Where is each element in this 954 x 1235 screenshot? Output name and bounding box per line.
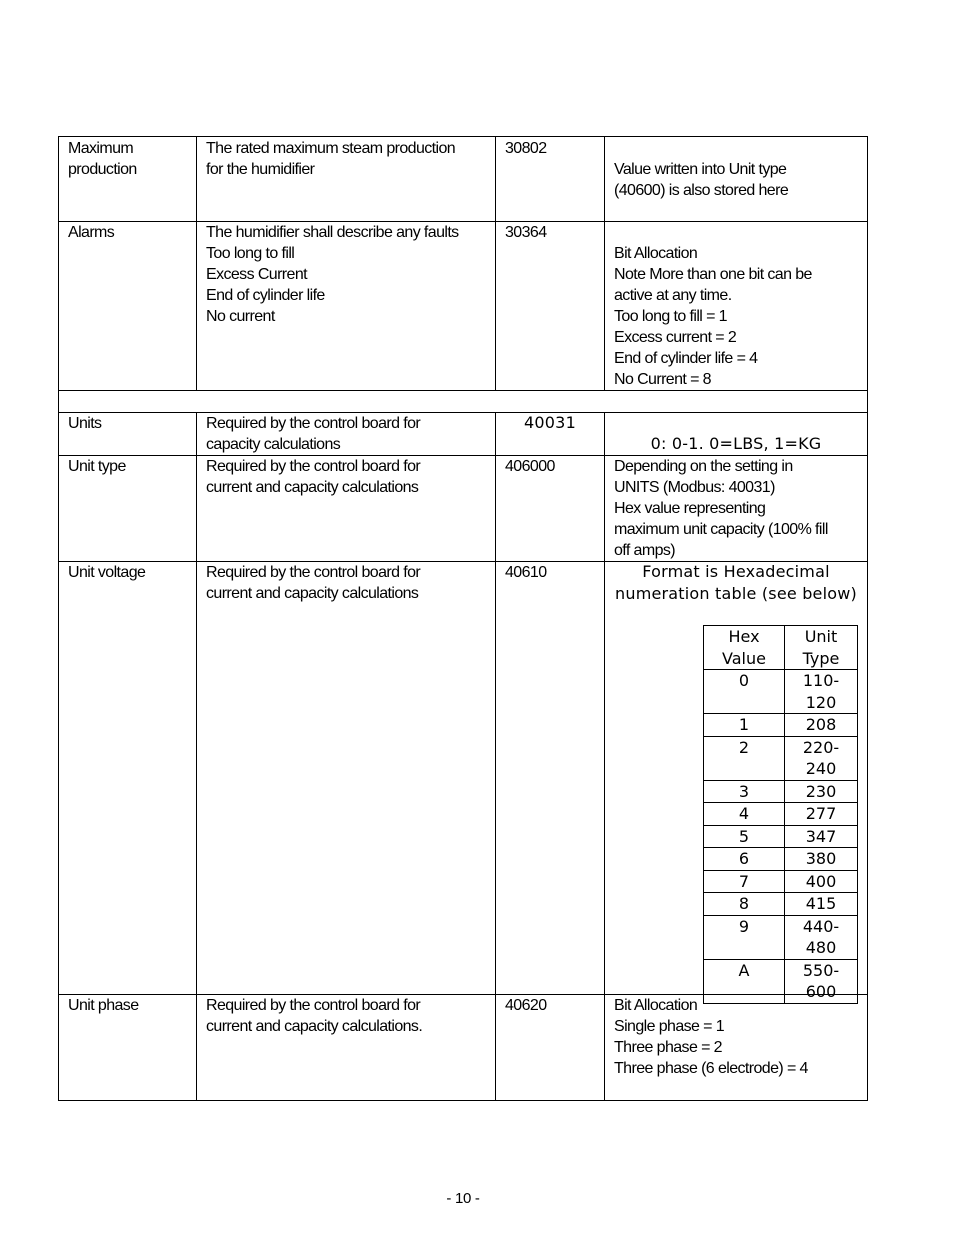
row-unit-voltage-description [206, 562, 420, 604]
cell-text: maximum unit capacity (100% fill [614, 521, 828, 538]
hex-value-cell [704, 736, 785, 780]
row-alarms-notes [614, 243, 812, 390]
cell-text: 240 [805, 759, 837, 778]
hex-value-cell [704, 780, 785, 803]
page-number: - 10 - [446, 1190, 480, 1207]
hex-numeration-table [703, 625, 858, 1004]
row-alarms-name [68, 222, 114, 243]
row-unit-type-notes [614, 456, 828, 561]
cell-text: UNITS (Modbus: 40031) [614, 479, 775, 496]
cell-text: 230 [805, 781, 837, 801]
cell-text: 6 [738, 849, 750, 868]
cell-text: Required by the control board for [206, 564, 421, 581]
table-row [704, 915, 858, 959]
cell-text: The humidifier shall describe any faults [206, 224, 459, 241]
hex-table-header-cell [704, 626, 785, 670]
cell-text: 3 [738, 781, 750, 801]
cell-text: 208 [805, 715, 837, 734]
unit-type-cell [785, 848, 858, 871]
unit-type-cell [785, 670, 858, 714]
cell-text: 415 [805, 894, 837, 913]
cell-text: Required by the control board for [206, 415, 421, 432]
cell-text: production [68, 161, 137, 178]
cell-text: A [738, 960, 750, 980]
cell-text: 30802 [505, 140, 547, 157]
cell-text: Hex [728, 627, 760, 646]
cell-text: 120 [805, 692, 837, 712]
cell-text: Too long to fill [206, 245, 295, 262]
cell-text: 600 [805, 982, 837, 1001]
cell-text: Single phase = 1 [614, 1018, 725, 1035]
cell-text: Required by the control board for [206, 997, 421, 1014]
cell-text: Note More than one bit can be [614, 266, 812, 283]
cell-text: End of cylinder life = 4 [614, 350, 758, 367]
cell-text: 2 [738, 737, 750, 757]
row-max-production-description [206, 138, 455, 180]
cell-text: No Current = 8 [614, 371, 711, 388]
cell-text: 5 [738, 826, 750, 846]
cell-text: for the humidifier [206, 161, 315, 178]
cell-text: (40600) is also stored here [614, 182, 789, 199]
cell-text: Maximum [68, 140, 134, 157]
row-unit-type-address [505, 456, 555, 477]
cell-text: 8 [738, 894, 750, 913]
table-row [704, 736, 858, 780]
cell-text: capacity calculations [206, 436, 341, 453]
table-row [704, 670, 858, 714]
hex-value-cell [704, 893, 785, 916]
cell-text: Too long to fill = 1 [614, 308, 727, 325]
cell-text: Unit voltage [68, 564, 146, 581]
cell-text: Type [802, 648, 840, 668]
cell-text: 440- [802, 916, 840, 936]
cell-text: Required by the control board for [206, 458, 421, 475]
table-row [704, 714, 858, 737]
table-row [704, 848, 858, 871]
cell-text: Excess Current [206, 266, 307, 283]
table-row [704, 803, 858, 826]
row-alarms-address [505, 222, 547, 243]
row-max-production-notes [614, 159, 788, 201]
row-unit-phase-description [206, 995, 422, 1037]
cell-text: No current [206, 308, 275, 325]
hex-value-cell [704, 714, 785, 737]
cell-text: 0 [738, 671, 750, 690]
unit-type-cell [785, 893, 858, 916]
cell-text: 550- [802, 960, 840, 980]
cell-text: Hex value representing [614, 500, 766, 517]
row-unit-phase-name [68, 995, 139, 1016]
unit-type-cell [785, 714, 858, 737]
cell-text: Unit phase [68, 997, 139, 1014]
unit-type-cell [785, 780, 858, 803]
hex-value-cell [704, 915, 785, 959]
hex-value-cell [704, 670, 785, 714]
row-max-production-name [68, 138, 137, 180]
unit-type-cell [785, 915, 858, 959]
unit-type-cell [785, 825, 858, 848]
cell-text: Units [68, 415, 102, 432]
table-row [704, 870, 858, 893]
table-row [704, 780, 858, 803]
cell-text: Bit Allocation [614, 245, 698, 262]
row-units-name [68, 413, 101, 434]
row-unit-voltage-address [505, 562, 547, 583]
hex-value-cell [704, 825, 785, 848]
cell-text: off amps) [614, 542, 675, 559]
row-unit-type-name [68, 456, 126, 477]
row-units-address [496, 412, 604, 434]
table-row [704, 825, 858, 848]
row-unit-type-description [206, 456, 420, 498]
row-unit-phase-notes [614, 995, 808, 1079]
cell-text: Alarms [68, 224, 115, 241]
cell-text: 110- [802, 671, 840, 690]
cell-text: 380 [805, 849, 837, 868]
cell-text: 40031 [524, 413, 576, 432]
row-unit-phase-address [505, 995, 547, 1016]
cell-text: Value written into Unit type [614, 161, 787, 178]
row-units-description [206, 413, 420, 455]
cell-text: 40620 [505, 997, 547, 1014]
unit-type-cell [785, 736, 858, 780]
cell-text: 4 [738, 804, 750, 823]
cell-text: current and capacity calculations [206, 585, 419, 602]
cell-text: 7 [738, 871, 750, 891]
unit-type-cell [785, 803, 858, 826]
hex-table-header-cell [785, 626, 858, 670]
row-unit-voltage-name [68, 562, 145, 583]
cell-text: 480 [805, 938, 837, 957]
cell-text: Depending on the setting in [614, 458, 793, 475]
cell-text: End of cylinder life [206, 287, 325, 304]
cell-text: Format is Hexadecimal [642, 562, 830, 581]
row-max-production-address [505, 138, 547, 159]
cell-text: 9 [738, 916, 750, 936]
row-units-notes [605, 433, 867, 455]
cell-text: 0: 0-1. 0=LBS, 1=KG [650, 434, 822, 453]
cell-text: 347 [805, 826, 837, 846]
cell-text: Bit Allocation [614, 997, 698, 1014]
cell-text: 1 [738, 715, 750, 734]
cell-text: Unit type [68, 458, 126, 475]
row-unit-voltage-notes [605, 561, 867, 604]
hex-value-cell [704, 870, 785, 893]
cell-text: Unit [804, 627, 838, 646]
row-alarms-description [206, 222, 459, 327]
cell-text: numeration table (see below) [615, 583, 857, 603]
hex-value-cell [704, 803, 785, 826]
cell-text: 277 [805, 804, 837, 823]
cell-text: 220- [802, 737, 840, 757]
hex-value-cell [704, 848, 785, 871]
cell-text: 40610 [505, 564, 547, 581]
unit-type-cell [785, 870, 858, 893]
cell-text: Value [722, 648, 766, 668]
cell-text: Three phase (6 electrode) = 4 [614, 1060, 808, 1077]
cell-text: Three phase = 2 [614, 1039, 722, 1056]
cell-text: current and capacity calculations. [206, 1018, 423, 1035]
cell-text: The rated maximum steam production [206, 140, 456, 157]
cell-text: 406000 [505, 458, 555, 475]
cell-text: 30364 [505, 224, 547, 241]
cell-text: active at any time. [614, 287, 732, 304]
hex-table-header [704, 626, 858, 670]
cell-text: 400 [805, 871, 837, 891]
cell-text: current and capacity calculations [206, 479, 419, 496]
table-row [704, 893, 858, 916]
cell-text: Excess current = 2 [614, 329, 737, 346]
